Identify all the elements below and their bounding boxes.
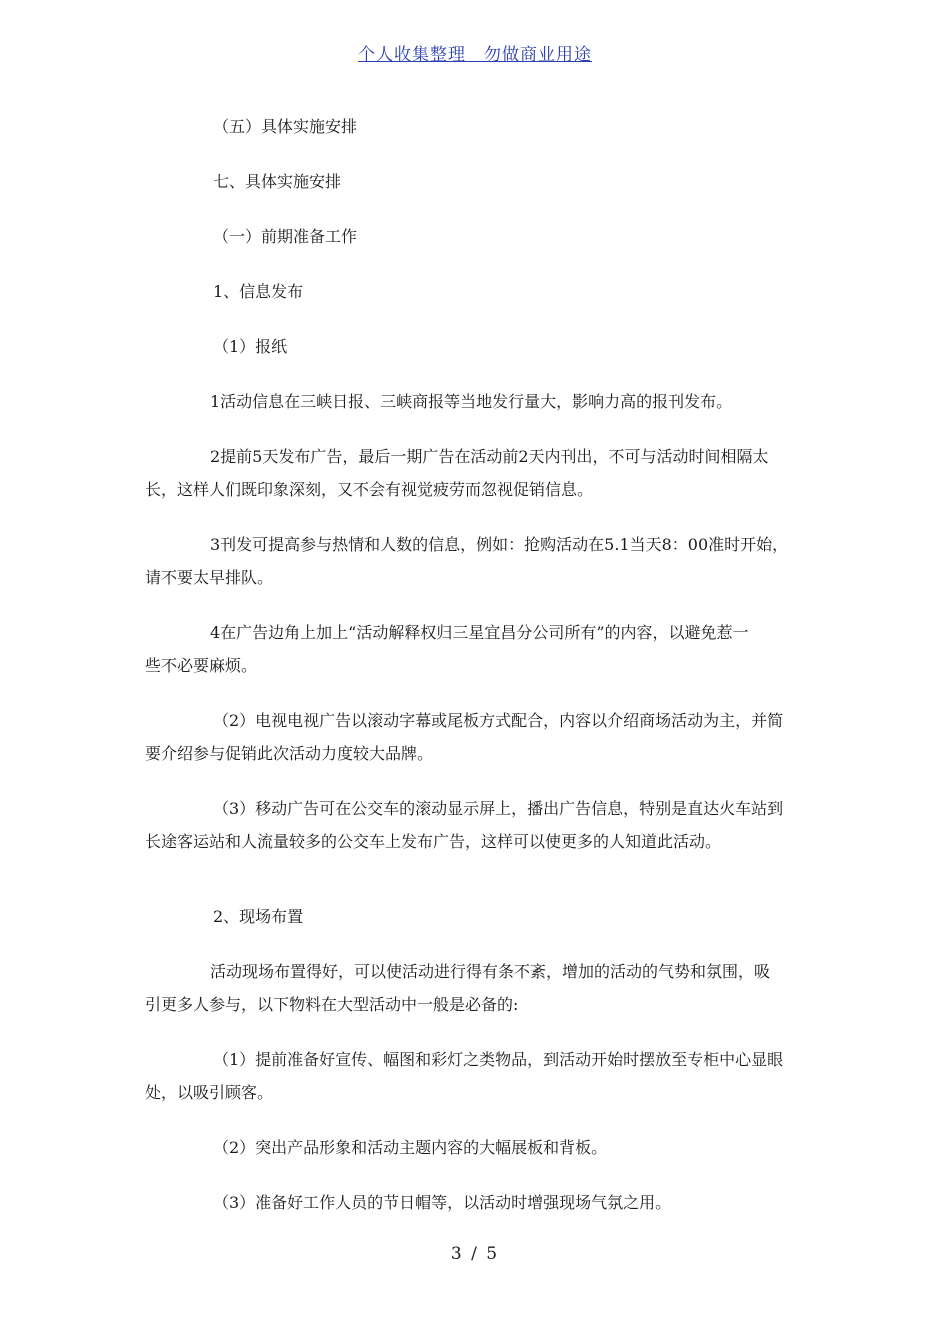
paragraph: （2）突出产品形象和活动主题内容的大幅展板和背板。 — [213, 1138, 608, 1157]
paragraph-line: 活动现场布置得好，可以使活动进行得有条不紊，增加的活动的气势和氛围，吸 — [210, 962, 771, 981]
paragraph-line: 处，以吸引顾客。 — [145, 1083, 274, 1102]
paragraph-line: 长，这样人们既印象深刻，又不会有视觉疲劳而忽视促销信息。 — [145, 480, 594, 499]
paragraph-line: 2提前5天发布广告，最后一期广告在活动前2天内刊出，不可与活动时间相隔太 — [210, 447, 769, 466]
paragraph-line: 请不要太早排队。 — [145, 568, 274, 587]
paragraph-line: 3刊发可提高参与热情和人数的信息，例如：抢购活动在5.1当天8：00准时开始， — [210, 535, 789, 554]
paragraph-line: 长途客运站和人流量较多的公交车上发布广告，这样可以使更多的人知道此活动。 — [145, 832, 722, 851]
paragraph-line: 要介绍参与促销此次活动力度较大品牌。 — [145, 744, 434, 763]
paragraph: （3）准备好工作人员的节日帽等，以活动时增强现场气氛之用。 — [213, 1193, 672, 1212]
section-heading: 七、具体实施安排 — [213, 172, 342, 191]
paragraph-line: 些不必要麻烦。 — [145, 656, 258, 675]
subsection-heading: 1、信息发布 — [213, 282, 304, 301]
paragraph: 1活动信息在三峡日报、三峡商报等当地发行量大，影响力高的报刊发布。 — [210, 392, 733, 411]
page-header-watermark: 个人收集整理 勿做商业用途 — [358, 45, 592, 65]
subsection-heading: 2、现场布置 — [213, 907, 304, 926]
paragraph-line: 引更多人参与，以下物料在大型活动中一般是必备的: — [145, 995, 519, 1014]
paragraph-line: 4在广告边角上加上“活动解释权归三星宜昌分公司所有”的内容，以避免惹一 — [210, 623, 749, 642]
paragraph-line: （3）移动广告可在公交车的滚动显示屏上，播出广告信息，特别是直达火车站到 — [213, 799, 784, 818]
paragraph-line: （2）电视电视广告以滚动字幕或尾板方式配合，内容以介绍商场活动为主，并简 — [213, 711, 784, 730]
paragraph-line: （1）提前准备好宣传、幅图和彩灯之类物品，到活动开始时摆放至专柜中心显眼 — [213, 1050, 784, 1069]
section-heading: （五）具体实施安排 — [213, 117, 358, 136]
subsection-heading: （一）前期准备工作 — [213, 227, 358, 246]
subsection-heading: （1）报纸 — [213, 337, 288, 356]
page-number: 3 / 5 — [450, 1244, 500, 1264]
